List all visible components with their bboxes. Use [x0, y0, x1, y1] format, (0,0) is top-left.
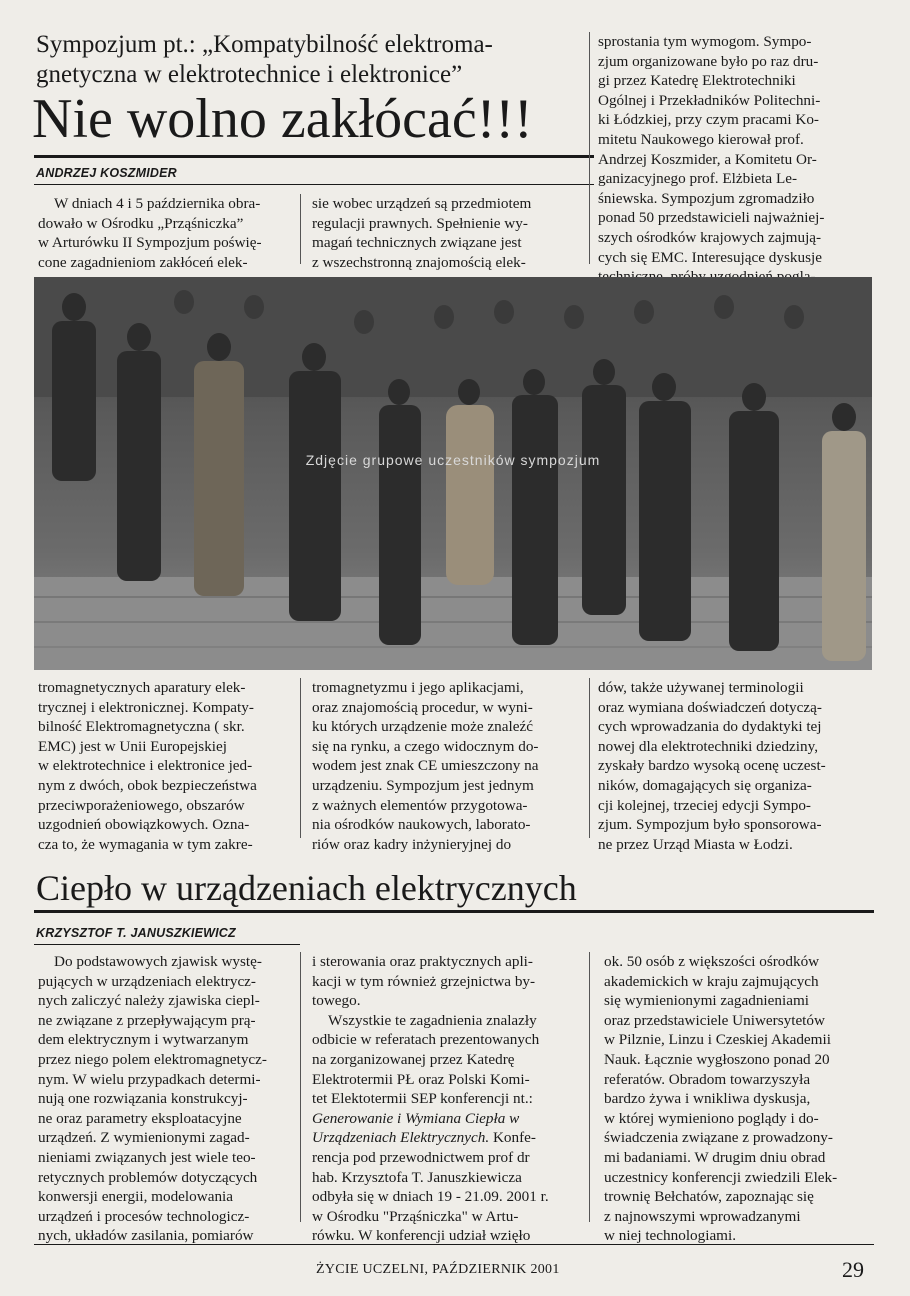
- text-line: odbicie w referatach prezentowanych: [312, 1031, 540, 1049]
- text-line: odbyła się w dniach 19 - 21.09. 2001 r.: [312, 1188, 549, 1206]
- article1-headline: Nie wolno zakłócać!!!: [32, 88, 533, 150]
- text-line: pujących w urządzeniach elektrycz-: [38, 972, 256, 990]
- text-line: z wszechstronną znajomością elek-: [312, 253, 526, 271]
- text-line: rencja pod przewodnictwem prof dr: [312, 1148, 530, 1166]
- column-divider: [300, 952, 301, 1222]
- text-line: sprostania tym wymogom. Sympo-: [598, 33, 812, 50]
- text-line: bardzo żywa i wnikliwa dyskusja,: [604, 1090, 811, 1108]
- text-line: riów oraz kadry inżynieryjnej do: [312, 835, 512, 853]
- text-line: ne przez Urząd Miasta w Łodzi.: [598, 835, 793, 853]
- text-line: nowej dla elektrotechniki dziedziny,: [598, 737, 818, 755]
- footer-publication: ŻYCIE UCZELNI, PAŹDZIERNIK 2001: [316, 1262, 560, 1277]
- text-line: Andrzej Koszmider, a Komitetu Or-: [598, 150, 817, 168]
- article1-top-col2: [312, 194, 580, 272]
- text-line: retycznych problemów dotyczących: [38, 1168, 258, 1186]
- text-line: ok. 50 osób z większości ośrodków: [604, 953, 820, 970]
- text-line: cone zagadnieniom zakłóceń elek-: [38, 253, 248, 271]
- article2-col1: [38, 952, 291, 1246]
- photo-caption: Zdjęcie grupowe uczestników sympozjum: [305, 452, 601, 468]
- text-line: nym z dwóch, obok bezpieczeństwa: [38, 776, 257, 794]
- text-line: ganizacyjnego prof. Elżbieta Le-: [598, 170, 798, 188]
- text-line: i sterowania oraz praktycznych apli-: [312, 953, 533, 970]
- italic-title-line-2: [312, 1128, 580, 1148]
- text-line: towego.: [312, 992, 361, 1010]
- text-line: cji kolejnej, trzeciej edycji Sympo-: [598, 796, 811, 814]
- text-line: akademickich w kraju zajmujących: [604, 972, 819, 990]
- text-line: cza to, że wymagania w tym zakre-: [38, 835, 253, 853]
- byline-rule: [34, 184, 594, 185]
- text-line: w Ośrodku "Prząśniczka" w Artu-: [312, 1207, 519, 1225]
- text-line: nują one rozwiązania konstrukcyj-: [38, 1090, 248, 1108]
- text-line: sie wobec urządzeń są przedmiotem: [312, 195, 532, 212]
- text-line: nych, układów zasilania, pomiarów: [38, 1227, 254, 1245]
- text-line: uczestnicy konferencji zwiedzili Elek-: [604, 1168, 838, 1186]
- text-line: w niej technologiami.: [604, 1227, 737, 1245]
- text-line: z najnowszymi wprowadzanymi: [604, 1207, 801, 1225]
- text-line: cych się EMC. Interesujące dyskusje: [598, 248, 822, 266]
- text-line: na zorganizowanej przez Katedrę: [312, 1050, 515, 1068]
- text-line: nieniami związanych jest wiele teo-: [38, 1148, 256, 1166]
- text-line: ki Łódzkiej, przy czym pracami Ko-: [598, 111, 819, 129]
- text-line: się na rynku, a czego widocznym do-: [312, 737, 539, 755]
- article1-top-col1: [38, 194, 291, 272]
- text-line: uzgodnień obowiązkowych. Ozna-: [38, 816, 250, 834]
- text-line: przeciwporażeniowego, obszarów: [38, 796, 245, 814]
- text-line: hab. Krzysztofa T. Januszkiewicza: [312, 1168, 522, 1186]
- text-line: Nauk. Łącznie wygłoszono ponad 20: [604, 1050, 830, 1068]
- text-line: w Pilznie, Linzu i Czeskiej Akademii: [604, 1031, 831, 1049]
- text-line: EMC) jest w Unii Europejskiej: [38, 737, 227, 755]
- text-line: Do podstawowych zjawisk wystę-: [54, 953, 262, 970]
- text-line: ne oraz parametry eksploatacyjne: [38, 1109, 242, 1127]
- article2-headline: Ciepło w urządzeniach elektrycznych: [36, 868, 577, 908]
- conference-title-part2: Urządzeniach Elektrycznych.: [312, 1129, 490, 1147]
- article1-bottom-col1: [38, 678, 291, 854]
- text-line: śniewska. Sympozjum zgromadziło: [598, 189, 815, 207]
- column-divider: [300, 194, 301, 264]
- text-line: nia ośrodków naukowych, laborato-: [312, 816, 531, 834]
- column-divider: [589, 678, 590, 838]
- text-line: ne związane z przepływającym prą-: [38, 1011, 256, 1029]
- text-line: zyskały bardzo wysoką ocenę uczest-: [598, 757, 826, 775]
- text-line: tet Elektotermii SEP konferencji nt.:: [312, 1090, 533, 1108]
- article1-bottom-col3: [598, 678, 866, 854]
- text-line: regulacji prawnych. Spełnienie wy-: [312, 214, 528, 232]
- text-line: urządzeniu. Sympozjum jest jednym: [312, 776, 534, 794]
- group-photo-illustration: [34, 277, 872, 670]
- article1-byline: ANDRZEJ KOSZMIDER: [36, 166, 177, 180]
- text-line: zjum organizowane było po raz dru-: [598, 52, 819, 70]
- text-line: w Arturówku II Sympozjum poświę-: [38, 234, 262, 252]
- group-photo: [34, 277, 872, 670]
- text-line: zjum. Sympozjum było sponsorowa-: [598, 816, 822, 834]
- article2-col2: [312, 952, 580, 1246]
- text-line: wodem jest znak CE umieszczony na: [312, 757, 539, 775]
- text-line: z ważnych elementów przygotowa-: [312, 796, 528, 814]
- text-line: bilność Elektromagnetyczna ( skr.: [38, 718, 245, 736]
- text-line: przez niego polem elektromagnetycz-: [38, 1050, 267, 1068]
- column-divider: [589, 952, 590, 1222]
- text-line: w której wymieniono poglądy i do-: [604, 1109, 819, 1127]
- text-line: nych zaliczyć należy zjawiska ciepl-: [38, 992, 260, 1010]
- text-line: Wszystkie te zagadnienia znalazły: [328, 1011, 537, 1029]
- text-line: nym. W wielu przypadkach determi-: [38, 1070, 261, 1088]
- article1-top-col3: [598, 32, 866, 287]
- text-line: tromagnetycznych aparatury elek-: [38, 679, 246, 696]
- page-number: 29: [842, 1257, 864, 1282]
- text-line: tromagnetyzmu i jego aplikacjami,: [312, 679, 524, 696]
- text-line: mi badaniami. W drugim dniu obrad: [604, 1148, 826, 1166]
- article1-kicker: [36, 30, 596, 90]
- text-line: urządzeń. Z wymienionymi zagad-: [38, 1129, 250, 1147]
- text-line: ników, domagających się organiza-: [598, 776, 812, 794]
- text-line: świadczenia związane z prowadzony-: [604, 1129, 833, 1147]
- headline-rule: [34, 910, 874, 913]
- text-line: referatów. Obradom towarzyszyła: [604, 1070, 811, 1088]
- article2-byline: KRZYSZTOF T. JANUSZKIEWICZ: [36, 926, 236, 940]
- text-line: oraz znajomością procedur, w wyni-: [312, 698, 533, 716]
- text-line: dowało w Ośrodku „Prząśniczka”: [38, 214, 244, 232]
- footer-rule: [34, 1244, 874, 1245]
- text-line: trycznej i elektronicznej. Kompaty-: [38, 698, 254, 716]
- italic-title-line-1: [312, 1109, 580, 1129]
- column-divider: [300, 678, 301, 838]
- text-line: mitetu Naukowego kierował prof.: [598, 130, 804, 148]
- kicker-line: Sympozjum pt.: „Kompatybilność elektroma-: [36, 31, 493, 58]
- kicker-line: gnetyczna w elektrotechnice i elektronice”: [36, 61, 463, 88]
- headline-rule: [34, 155, 594, 158]
- text-line: Elektrotermii PŁ oraz Polski Komi-: [312, 1070, 530, 1088]
- conference-title-part1: Generowanie i Wymiana Ciepła w: [312, 1109, 520, 1127]
- text-line: oraz przedstawiciele Uniwersytetów: [604, 1011, 825, 1029]
- text-line: szych ośrodków krajowych zajmują-: [598, 228, 822, 246]
- text-line: się wymienionymi zagadnieniami: [604, 992, 809, 1010]
- text-line: ponad 50 przedstawicieli najważniej-: [598, 209, 825, 227]
- text-line: rówku. W konferencji udział wzięło: [312, 1227, 531, 1245]
- text-line: konwersji energii, modelowania: [38, 1188, 233, 1206]
- text-line: magań technicznych związane jest: [312, 234, 522, 252]
- article1-bottom-col2: [312, 678, 580, 854]
- text-line: gi przez Katedrę Elektrotechniki: [598, 72, 796, 90]
- text-line: dem elektrycznym i wytwarzanym: [38, 1031, 249, 1049]
- byline-rule: [34, 944, 300, 945]
- text-line: kacji w tym również grzejnictwa by-: [312, 972, 536, 990]
- text-line: w elektrotechnice i elektronice jed-: [38, 757, 253, 775]
- text-line: ku których urządzenie może znaleźć: [312, 718, 533, 736]
- article2-col3: [604, 952, 870, 1246]
- text-line: cych wprowadzania do dydaktyki tej: [598, 718, 822, 736]
- text-line: W dniach 4 i 5 października obra-: [54, 195, 261, 212]
- text-line: trownię Bełchatów, zapoznając się: [604, 1188, 814, 1206]
- text-line: Ogólnej i Przekładników Politechni-: [598, 91, 821, 109]
- text-line: oraz wymiana doświadczeń dotyczą-: [598, 698, 822, 716]
- text-line: dów, także używanej terminologii: [598, 679, 804, 696]
- conference-title-suffix: Konfe-: [489, 1129, 536, 1147]
- text-line: urządzeń i procesów technologicz-: [38, 1207, 250, 1225]
- column-divider: [589, 32, 590, 264]
